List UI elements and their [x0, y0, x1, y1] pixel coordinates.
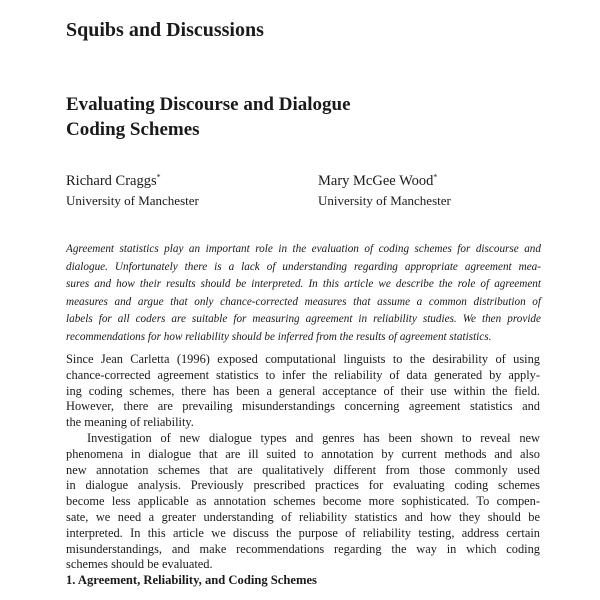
author-name: Mary McGee Wood [318, 173, 434, 189]
author-block-craggs [66, 172, 199, 210]
abstract-line: dialogue. Unfortunately there is a lack of understanding regarding appropriate agreement mea- [66, 260, 541, 273]
author-footnote-mark: * [433, 172, 438, 182]
author-footnote-mark: * [156, 172, 161, 182]
body-line: become less applicable as annotation schemes become more sophisticated. To compen- [66, 494, 540, 509]
abstract-line: Agreement statistics play an important role in the evaluation of coding schemes for discourse and [66, 243, 541, 255]
article-title-line: Evaluating Discourse and Dialogue [66, 94, 351, 115]
abstract-line: recommendations for how reliability should be inferred from the results of agreement statistics. [66, 330, 492, 343]
body-line: phenomena in dialogue that are ill suited to annotation by current methods and also [66, 446, 540, 461]
body-line: Investigation of new dialogue types and genres has been shown to reveal new [87, 430, 540, 445]
section-label: Squibs and Discussions [66, 19, 264, 41]
author-affiliation: University of Manchester [66, 193, 199, 208]
body-line: new annotation schemes that are qualitatively different from those commonly used [66, 462, 540, 477]
body-text [66, 352, 540, 573]
abstract-line: sures and how their results should be interpreted. In this article we describe the role of agreement [66, 278, 541, 291]
abstract-line: labels for all coders are suitable for measuring agreement in reliability studies. We then provide [66, 313, 541, 326]
body-line: ing coding schemes, there has been a general acceptance of their use within the field. [66, 383, 540, 398]
section-heading: 1. Agreement, Reliability, and Coding Schemes [66, 573, 317, 587]
article-title-line: Coding Schemes [66, 119, 200, 140]
article-title [66, 92, 351, 142]
body-line: sate, we need a greater understanding of reliability statistics and how they should be [66, 509, 540, 524]
author-name: Richard Craggs [66, 173, 157, 189]
abstract [66, 241, 541, 347]
body-line: schemes should be evaluated. [66, 557, 213, 572]
body-line: misunderstandings, and make recommendations regarding the way in which coding [66, 541, 540, 556]
body-line: interpreted. In this article we discuss the purpose of reliability testing, address certain [66, 525, 540, 540]
body-line: Since Jean Carletta (1996) exposed computational linguists to the desirability of using [66, 352, 540, 366]
body-line: in dialogue analysis. Previously prescribed practices for evaluating coding schemes [66, 478, 540, 493]
body-line: the meaning of reliability. [66, 415, 194, 430]
author-block-wood [318, 172, 451, 210]
body-line: However, there are prevailing misunderstandings concerning agreement statistics and [66, 399, 540, 414]
author-affiliation: University of Manchester [318, 193, 451, 208]
abstract-line: measures and argue that only chance-corrected measures that assume a common distribution of [66, 295, 541, 308]
body-line: chance-corrected agreement statistics to infer the reliability of data generated by apply- [66, 367, 540, 382]
